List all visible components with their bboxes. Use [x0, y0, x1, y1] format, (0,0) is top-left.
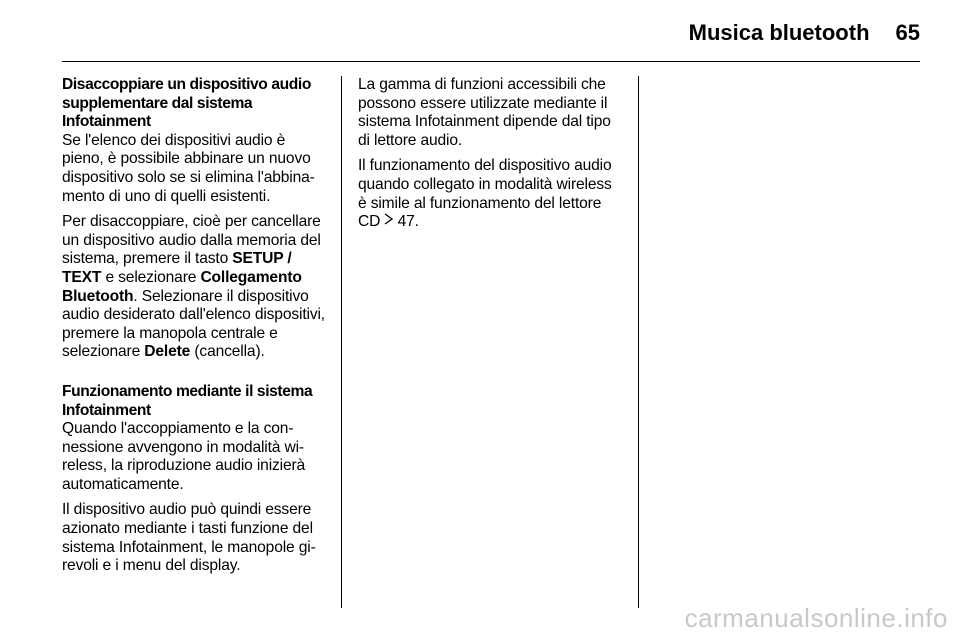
section-gap — [62, 369, 328, 383]
heading-operation: Funzionamento mediante il sistema Infotainment — [62, 382, 313, 419]
paragraph-function-range: La gamma di funzioni accessibili che possono essere utilizzate mediante il sistema Infotainment dipende dal tipo di lettore audio. — [358, 76, 611, 149]
column-divider-left — [341, 76, 342, 608]
section-title: Musica bluetooth — [688, 20, 870, 45]
page-reference: 47. — [393, 213, 419, 231]
text-run: . Selezionare il dispositivo audio desiderato dall'elenco dispositivi, premere la manopola centrale e selezionare — [62, 287, 325, 361]
delete-label: Delete — [144, 343, 191, 361]
paragraph-disconnect-steps — [62, 213, 328, 362]
middle-column — [358, 76, 624, 239]
setup-text-key-label: SETUP / TEXT — [62, 250, 292, 286]
text-run: Il funzionamento del dispositivo audio quando collegato in modalità wireless è simile al funzionamento del lettore CD — [358, 157, 612, 231]
text-run: Per disaccoppiare, cioè per cancellare un dispositivo audio dalla memoria del sistema, premere il tasto — [62, 213, 321, 268]
bluetooth-link-label: Collegamento Bluetooth — [62, 268, 302, 305]
left-column — [62, 76, 328, 583]
watermark: carmanualsonline.info — [684, 603, 948, 633]
column-divider-right — [638, 76, 639, 608]
header-divider — [62, 61, 920, 62]
paragraph-controls: Il dispositivo audio può quindi essere azionato mediante i tasti funzione del sistema Infotainment, le manopole girevoli e i menu del display. — [62, 501, 316, 575]
page-number: 65 — [895, 20, 920, 45]
heading-disconnect-device: Disaccoppiare un dispositivo audio supplementare dal sistema Infotainment — [62, 76, 311, 131]
page-header — [0, 20, 960, 50]
paragraph-wireless-operation — [358, 157, 624, 231]
paragraph-list-full: Se l'elenco dei dispositivi audio è pieno, è possibile abbinare un nuovo dispositivo solo se si elimina l'abbinamento di uno di quelli esistenti. — [62, 131, 315, 205]
text-run: (cancella). — [190, 343, 265, 361]
paragraph-autoplay: Quando l'accoppiamento e la connessione avvengono in modalità wireless, la riproduzione audio inizierà automaticamente. — [62, 420, 306, 493]
text-run: e selezionare — [101, 268, 201, 286]
